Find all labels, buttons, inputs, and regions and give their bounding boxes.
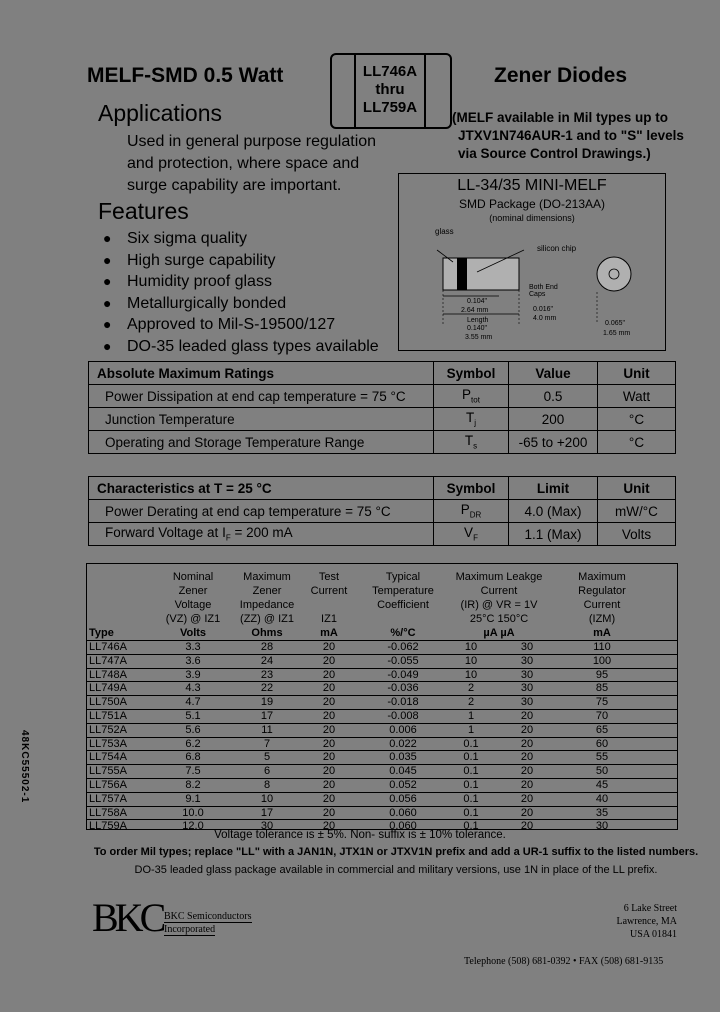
table-row (87, 696, 677, 710)
table-cell: -0.036 (387, 682, 419, 695)
table-cell: 95 (595, 668, 609, 681)
table-cell: LL755A (89, 765, 127, 778)
company-logo: BKC (92, 895, 163, 940)
company-name: BKC Semiconductors (164, 911, 252, 922)
features-list (103, 228, 379, 357)
col-regulator: Maximum Regulator Current (IZM) mA (578, 571, 626, 639)
abs-max-value-header: Value (509, 362, 598, 385)
table-cell: 19 (260, 696, 274, 709)
table-cell: 5 (263, 751, 271, 764)
table-cell: 4.3 (185, 682, 201, 695)
table-cell: 35 (595, 806, 609, 819)
table-cell: 0.1 (463, 792, 479, 805)
feature-item: ● Six sigma quality (103, 230, 248, 247)
table-cell: LL753A (89, 737, 127, 750)
col-test: Test Current IZ1 mA (310, 571, 348, 639)
table-cell: 60 (595, 737, 609, 750)
feature-item: ● Humidity proof glass (103, 273, 272, 290)
table-cell: 23 (260, 668, 274, 681)
mil-note-line-3: via Source Control Drawings.) (458, 146, 651, 161)
table-cell: 30 (520, 668, 534, 681)
dim-total-in: 0.140" (467, 325, 488, 332)
table-row (87, 765, 677, 779)
company-phone: Telephone (508) 681-0392 • FAX (508) 681-9135 (464, 956, 664, 967)
table-cell: 20 (322, 806, 336, 819)
zener-table (86, 563, 678, 833)
table-row: Power Derating at end cap temperature = 75 °C $P_{DR}$ 4.0 (Max) mW/°C (89, 500, 676, 523)
part-number-box (330, 53, 452, 129)
table-cell: 0.006 (389, 723, 417, 736)
table-cell: 6 (263, 765, 271, 778)
table-cell: 20 (520, 751, 534, 764)
table-row (87, 793, 677, 807)
table-cell: 20 (520, 778, 534, 791)
table-cell: 75 (595, 696, 609, 709)
table-cell: 55 (595, 751, 609, 764)
table-cell: LL750A (89, 696, 127, 709)
table-cell: 0.045 (389, 765, 417, 778)
table-cell: 20 (520, 723, 534, 736)
table-cell: 8.2 (185, 778, 201, 791)
table-cell: 85 (595, 682, 609, 695)
col-impedance: Maximum Zener Impedance (ZZ) @ IZ1 Ohms (239, 571, 295, 639)
table-cell: 30 (520, 641, 534, 653)
table-cell: 7.5 (185, 765, 201, 778)
package-nominal: (nominal dimensions) (489, 213, 575, 223)
applications-line-3: surge capability are important. (127, 177, 342, 194)
table-cell: 10 (464, 668, 478, 681)
table-cell: 70 (595, 709, 609, 722)
table-cell: LL757A (89, 792, 127, 805)
part-line-1: LL746A (362, 63, 418, 80)
mil-note-line-2: JTXV1N746AUR-1 and to "S" levels (458, 128, 684, 143)
package-title: LL-34/35 MINI-MELF (457, 177, 607, 194)
table-cell: 45 (595, 778, 609, 791)
table-cell: LL756A (89, 778, 127, 791)
table-cell: 17 (260, 806, 274, 819)
dim-length-in: 0.104" (467, 298, 488, 305)
table-cell: 5.6 (185, 723, 201, 736)
mil-order-note: To order Mil types; replace "LL" with a JAN1N, JTX1N or JTXV1N prefix and add a UR-1 suffix to the listed numbers. (93, 846, 699, 858)
dim-dia-mm: 1.65 mm (603, 330, 631, 337)
table-cell: 30 (595, 820, 609, 833)
table-row (87, 751, 677, 765)
table-cell: 20 (322, 765, 336, 778)
table-row: Forward Voltage at $I_F = 200$ mA $V_F$ 1.1 (Max) Volts (89, 523, 676, 546)
table-cell: 30 (260, 820, 274, 833)
table-cell: 0.056 (389, 792, 417, 805)
col-tempco: Typical Temperature Coefficient %/°C (372, 571, 434, 639)
table-cell: 110 (593, 641, 611, 653)
company-incorporated: Incorporated (164, 924, 216, 935)
table-cell: 0.1 (463, 737, 479, 750)
table-row: Power Dissipation at end cap temperature = 75 °C $P_{tot}$ 0.5 Watt (89, 385, 676, 408)
table-cell: -0.062 (387, 641, 419, 653)
col-leakage: Maximum Leakge Current (IR) @ VR = 1V 25°C 150°C µA µA (455, 571, 543, 639)
abs-max-symbol-header: Symbol (434, 362, 509, 385)
table-cell: 3.3 (185, 641, 201, 653)
end-caps-label: Both End Caps (529, 284, 558, 298)
table-cell: 20 (520, 765, 534, 778)
table-row (87, 655, 677, 669)
part-line-2: thru (375, 81, 405, 98)
table-row (87, 710, 677, 724)
dim-dia-in: 0.065" (605, 320, 626, 327)
table-row: Operating and Storage Temperature Range $T_s$ -65 to +200 °C (89, 431, 676, 454)
table-cell: 20 (520, 709, 534, 722)
table-cell: 30 (520, 654, 534, 667)
table-cell: -0.018 (387, 696, 419, 709)
table-row (87, 724, 677, 738)
table-cell: 10 (464, 641, 478, 653)
table-cell: LL758A (89, 806, 127, 819)
table-cell: 22 (260, 682, 274, 695)
table-cell: -0.049 (387, 668, 419, 681)
silicon-chip-label: silicon chip (537, 244, 577, 253)
abs-max-unit-header: Unit (598, 362, 676, 385)
table-cell: LL748A (89, 668, 127, 681)
table-cell: 2 (467, 682, 475, 695)
table-cell: LL747A (89, 654, 127, 667)
table-cell: 20 (322, 737, 336, 750)
applications-heading: Applications (98, 100, 223, 126)
table-cell: 1 (467, 723, 475, 736)
melf-diagram (399, 174, 665, 350)
feature-item: ● Approved to Mil-S-19500/127 (103, 316, 336, 333)
table-cell: 0.1 (463, 820, 479, 833)
characteristics-table: Characteristics at T = 25 °C Symbol Limit Unit Power Derating at end cap temperature = 75 °C $P_{DR}$ 4.0 (Max) mW/°C Forward Voltage at $I_F = 200$ mA $V_F$ 1.1 (Max) Volts (88, 476, 676, 546)
applications-line-2: and protection, where space and (127, 155, 360, 172)
applications-line-1: Used in general purpose regulation (127, 133, 377, 150)
table-cell: 20 (322, 709, 336, 722)
part-line-3: LL759A (362, 99, 418, 116)
length-label: Length (467, 317, 489, 324)
page-title-right: Zener Diodes (494, 64, 628, 87)
table-cell: 17 (260, 709, 274, 722)
table-cell: 0.1 (463, 751, 479, 764)
abs-max-header: Absolute Maximum Ratings (89, 362, 434, 385)
page-title-left: MELF-SMD 0.5 Watt (87, 64, 284, 87)
table-cell: 3.6 (185, 654, 201, 667)
table-cell: 9.1 (185, 792, 201, 805)
do35-note: DO-35 leaded glass package available in commercial and military versions, use 1N in place of the LL prefix. (134, 864, 658, 876)
table-row (87, 669, 677, 683)
table-cell: 20 (322, 778, 336, 791)
table-row (87, 779, 677, 793)
side-code: 48KC55502-1 (19, 730, 30, 804)
dim-total-mm: 3.55 mm (465, 334, 493, 341)
table-cell: LL752A (89, 723, 127, 736)
table-cell: 0.052 (389, 778, 417, 791)
table-cell: 30 (520, 682, 534, 695)
table-cell: 20 (322, 723, 336, 736)
table-cell: 20 (520, 737, 534, 750)
table-cell: 65 (595, 723, 609, 736)
table-cell: 20 (322, 668, 336, 681)
col-type: Type (89, 627, 114, 639)
company-address: 6 Lake Street Lawrence, MA USA 01841 (616, 903, 677, 940)
table-cell: 20 (520, 820, 534, 833)
table-cell: 20 (322, 820, 336, 833)
table-cell: 1 (467, 709, 475, 722)
table-cell: 0.1 (463, 806, 479, 819)
table-cell: 0.1 (463, 778, 479, 791)
table-cell: 10 (260, 792, 274, 805)
characteristics-header: Characteristics at T = 25 °C (89, 477, 434, 500)
table-cell: 24 (260, 654, 274, 667)
abs-max-table (88, 361, 676, 454)
feature-item: ● DO-35 leaded glass types available (103, 337, 379, 355)
table-cell: 4.7 (185, 696, 201, 709)
table-cell: 28 (260, 641, 274, 653)
table-cell: 20 (322, 696, 336, 709)
table-cell: -0.055 (387, 654, 419, 667)
table-row: Junction Temperature $T_j$ 200 °C (89, 408, 676, 431)
tolerance-note: Voltage tolerance is ± 5%. Non- suffix is ± 10% tolerance. (214, 829, 506, 841)
table-cell: LL746A (89, 641, 127, 653)
table-cell: 12.0 (182, 820, 204, 833)
feature-item: ● High surge capability (103, 251, 276, 269)
table-cell: 3.9 (185, 668, 201, 681)
table-cell: 20 (322, 654, 336, 667)
table-cell: 20 (322, 641, 336, 653)
feature-item: ● Metallurgically bonded (103, 294, 287, 312)
table-cell: 0.1 (463, 765, 479, 778)
features-heading: Features (98, 198, 189, 224)
table-cell: 0.035 (389, 751, 417, 764)
package-subtitle: SMD Package (DO-213AA) (458, 197, 606, 211)
dim-cap-in: 0.016" (533, 306, 554, 313)
dim-length-mm: 2.64 mm (461, 307, 489, 314)
table-cell: 6.8 (185, 751, 201, 764)
table-cell: 10 (464, 654, 478, 667)
table-cell: 11 (261, 723, 273, 736)
table-row (87, 807, 677, 821)
package-drawing (398, 173, 666, 351)
table-cell: 5.1 (185, 709, 201, 722)
table-row (87, 738, 677, 752)
table-cell: LL754A (89, 751, 127, 764)
glass-label: glass (435, 227, 454, 236)
table-cell: 50 (595, 765, 609, 778)
zener-rows (87, 641, 677, 833)
table-cell: 2 (467, 696, 475, 709)
table-row (87, 682, 677, 696)
table-cell: 100 (592, 654, 612, 667)
table-cell: 0.060 (389, 806, 417, 819)
table-cell: 20 (322, 792, 336, 805)
mil-note-line-1: (MELF available in Mil types up to (452, 110, 669, 125)
table-cell: 6.2 (185, 737, 201, 750)
table-cell: 30 (520, 696, 534, 709)
dim-cap-mm: 4.0 mm (533, 315, 557, 322)
table-cell: 0.060 (389, 820, 417, 833)
table-cell: 20 (322, 751, 336, 764)
table-cell: LL749A (89, 682, 127, 695)
table-cell: LL759A (89, 820, 127, 833)
table-cell: 20 (520, 792, 534, 805)
table-cell: LL751A (89, 709, 127, 722)
table-cell: 7 (263, 737, 271, 750)
table-cell: 20 (322, 682, 336, 695)
table-cell: 40 (595, 792, 609, 805)
col-nominal: Nominal Zener Voltage (VZ) @ IZ1 Volts (165, 571, 221, 639)
table-cell: 10.0 (182, 806, 204, 819)
table-row (87, 641, 677, 655)
table-cell: 20 (520, 806, 534, 819)
table-cell: 0.022 (389, 737, 417, 750)
table-cell: -0.008 (387, 709, 419, 722)
table-cell: 8 (263, 778, 271, 791)
